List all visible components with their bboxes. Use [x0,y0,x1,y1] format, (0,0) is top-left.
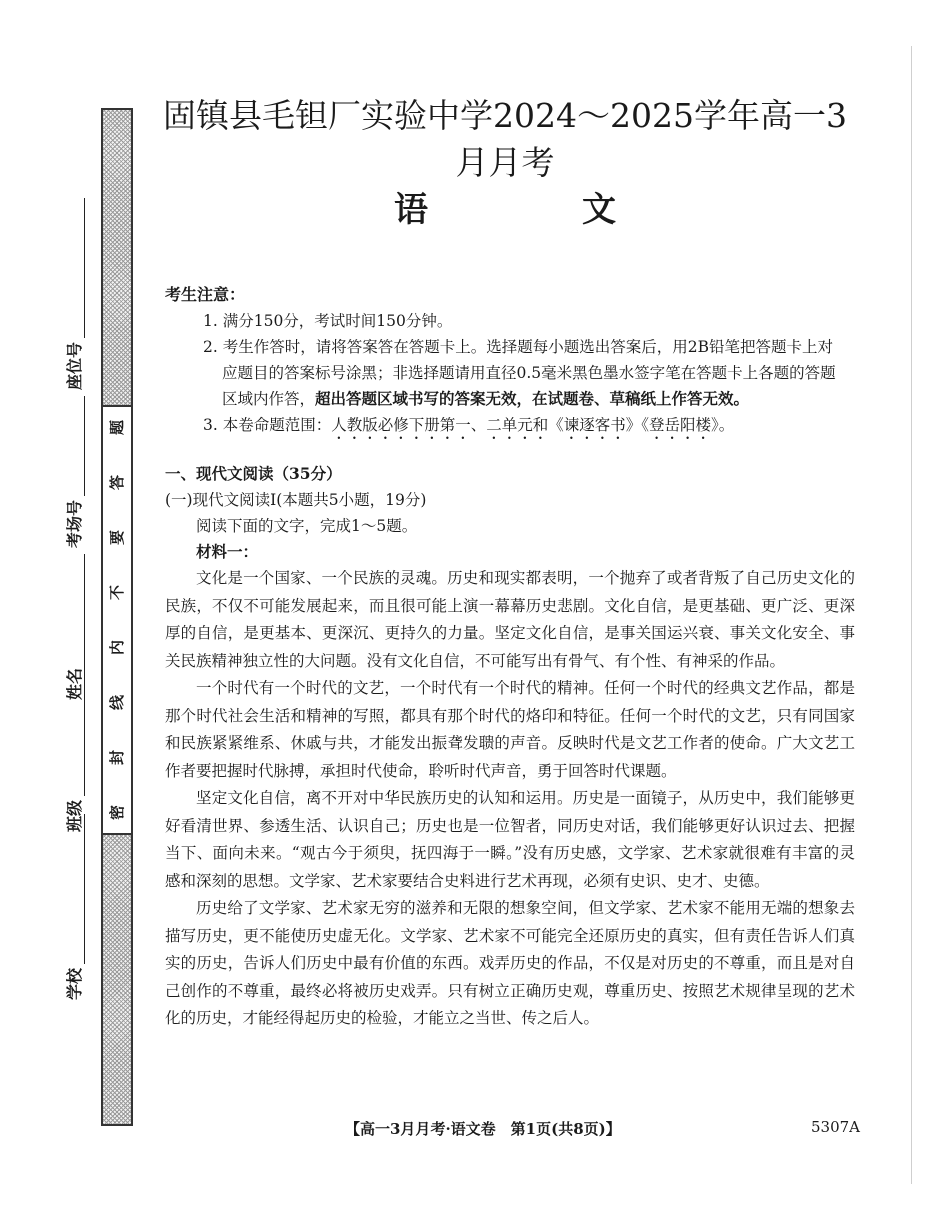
binding-notice [101,405,133,835]
school-label: 学校 [65,967,84,1000]
notice-item-2-line1: 2. 考生作答时，请将答案答在答题卡上。选择题每小题选出答案后，用2B铅笔把答题卡上对 [203,338,833,356]
paragraph: 坚定文化自信，离不开对中华民族历史的认知和运用。历史是一面镜子，从历史中，我们能够更好看清世界、参透生活、认识自己；历史也是一位智者，同历史对话，我们能够更好认识过去、把握当下、面向未来。“观古今于须臾，抚四海于一瞬。”没有历史感，文学家、艺术家就很难有丰富的灵感和深刻的思想。文学家、艺术家要结合史料进行艺术再现，必须有史识、史才、史德。 [165,789,855,890]
notice-heading: 考生注意： [165,285,246,304]
exam-room-label: 考场号 [65,499,84,548]
exam-room-field[interactable] [62,396,85,548]
binding-char: 要 [108,529,127,546]
section-sub: (一)现代文阅读Ⅰ(本题共5小题，19分) [165,491,427,509]
paper-code: 5307A [810,1118,860,1136]
paragraph: 一个时代有一个时代的文艺，一个时代有一个时代的精神。任何一个时代的经典文艺作品，都是那个时代社会生活和精神的写照，都具有那个时代的烙印和特征。任何一个时代的文艺，只有同国家和民族紧紧维系、休戚与共，才能发出振聋发聩的声音。反映时代是文艺工作者的使命。广大文艺工作者要把握时代脉搏，承担时代使命，聆听时代声音，勇于回答时代课题。 [165,679,855,780]
binding-char: 题 [108,419,127,436]
seat-label: 座位号 [65,341,84,390]
school-field[interactable] [62,814,85,1000]
exam-room-blank[interactable] [68,396,85,496]
seat-field[interactable] [62,198,85,390]
class-label: 班级 [65,799,84,832]
name-field[interactable] [62,554,85,700]
binding-char: 封 [108,749,127,766]
paragraph: 文化是一个国家、一个民族的灵魂。历史和现实都表明，一个抛弃了或者背叛了自己历史文化的民族，不仅不可能发展起来，而且很可能上演一幕幕历史悲剧。文化自信，是更基础、更广泛、更深厚的自信，是更基本、更深沉、更持久的力量。坚定文化自信，是事关国运兴衰、事关文化安全、事关民族精神独立性的大问题。没有文化自信，不可能写出有骨气、有个性、有神采的作品。 [165,569,855,670]
notice-item-2-line2: 应题目的答案标号涂黑；非选择题请用直径0.5毫米黑色墨水签字笔在答题卡上各题的答题 [222,364,836,382]
name-label: 姓名 [65,667,84,700]
notice-scope: 人教版必修下册第一、二单元和《谏逐客书》《登岳阳楼》。 [331,416,735,434]
seat-blank[interactable] [68,198,85,338]
notice-warning: 超出答题区域书写的答案无效，在试题卷、草稿纸上作答无效。 [315,389,750,408]
notice-item-2-line3: 区域内作答， [222,390,316,408]
school-blank[interactable] [68,814,85,964]
binding-char: 不 [108,584,127,601]
content [165,282,855,1033]
binding-char: 内 [108,639,127,656]
material-label: 材料一： [196,542,259,561]
binding-char: 答 [108,474,127,491]
binding-char: 密 [108,804,127,821]
section-title: 一、现代文阅读（35分） [165,464,342,483]
subject-title: 语 文 [394,190,676,230]
section-instruction: 阅读下面的文字，完成1～5题。 [196,517,418,535]
notice-item-1: 1. 满分150分，考试时间150分钟。 [203,312,453,330]
page-label: 【高一3月月考·语文卷 第1页(共8页)】 [345,1120,621,1138]
notice-item-3-label: 3. 本卷命题范围： [203,416,332,434]
exam-title: 固镇县毛钽厂实验中学2024～2025学年高一3月月考 [163,96,847,182]
name-blank[interactable] [68,554,85,664]
paragraph: 历史给了文学家、艺术家无穷的滋养和无限的想象空间，但文学家、艺术家不能用无端的想象去描写历史，更不能使历史虚无化。文学家、艺术家不可能完全还原历史的真实，但有责任告诉人们真实的历史，告诉人们历史中最有价值的东西。戏弄历史的作品，不仅是对历史的不尊重，而且是对自己创作的不尊重，最终必将被历史戏弄。只有树立正确历史观，尊重历史、按照艺术规律呈现的艺术化的历史，才能经得起历史的检验，才能立之当世、传之后人。 [165,899,855,1027]
binding-char: 线 [108,694,127,711]
